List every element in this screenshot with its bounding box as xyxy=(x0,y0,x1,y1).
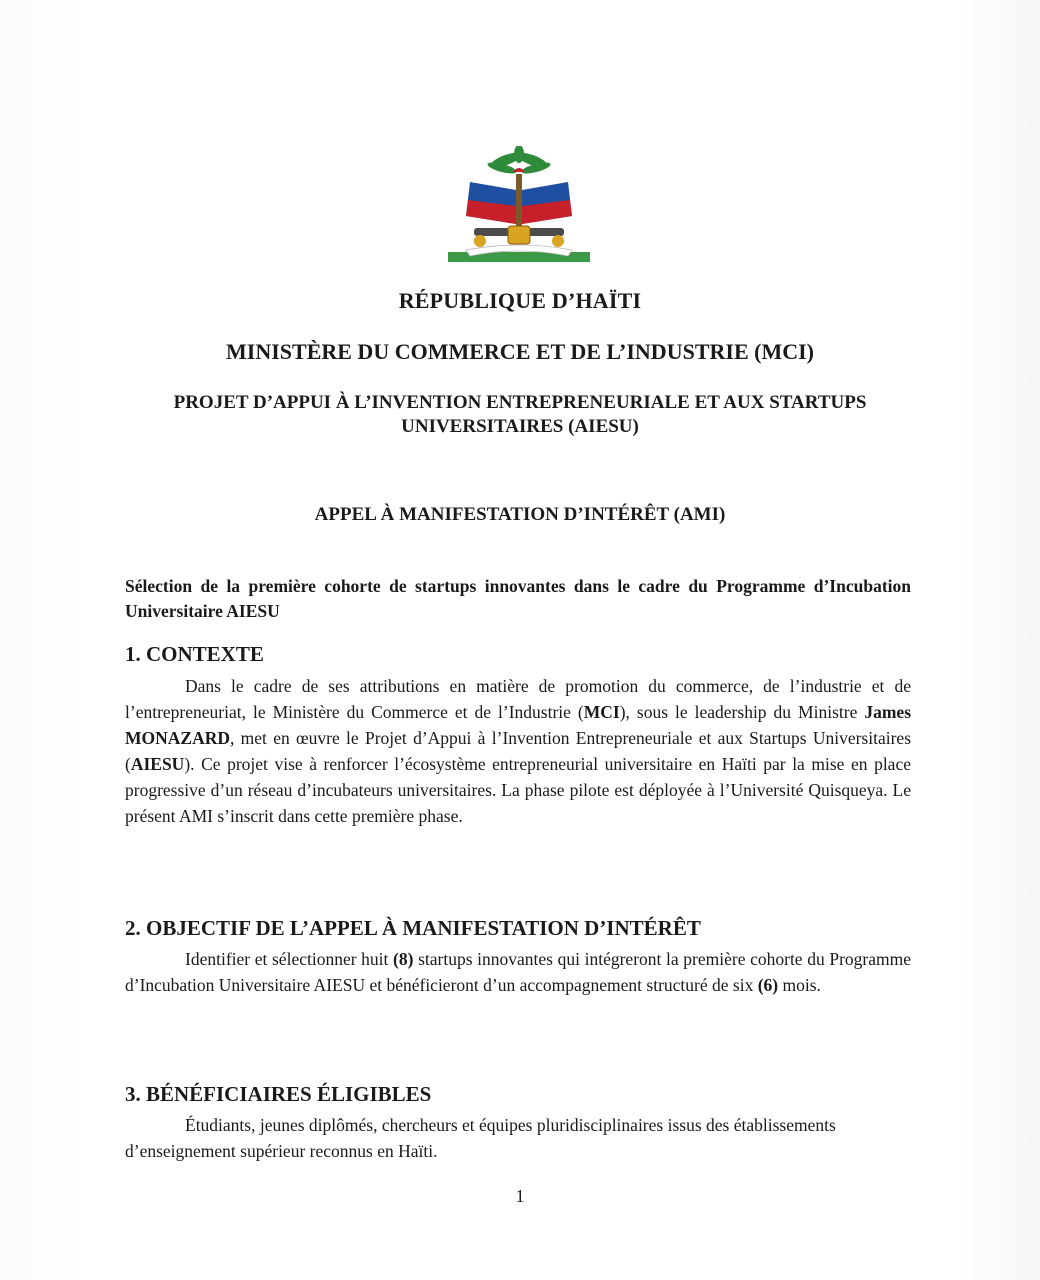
coat-of-arms-emblem xyxy=(446,146,592,264)
heading-project-line1: PROJET D’APPUI À L’INVENTION ENTREPRENEURIALE ET AUX STARTUPS xyxy=(173,392,867,413)
section-body-beneficiaries: Étudiants, jeunes diplômés, chercheurs et équipes pluridisciplinaires issus des établissements d’enseignement supérieur reconnus en Haïti. xyxy=(125,1115,836,1161)
heading-republic: RÉPUBLIQUE D’HAÏTI xyxy=(398,288,642,313)
heading-project xyxy=(130,391,910,439)
section-title-beneficiaries: 3. BÉNÉFICIAIRES ÉLIGIBLES xyxy=(125,1082,432,1106)
section-body-context: Dans le cadre de ses attributions en matière de promotion du commerce, de l’industrie et de l’entrepreneuriat, le Ministère du Commerce et de l’Industrie (MCI), sous le leadership du Ministre James MONAZARD, met en œuvre le Projet d’Appui à l’Invention Entrepreneuriale et aux Startups Universitaires (AIESU). Ce projet vise à renforcer l’écosystème entrepreneurial universitaire en Haïti par la mise en place progressive d’un réseau d’incubateurs universitaires. La phase pilote est déployée à l’Université Quisqueya. Le présent AMI s’inscrit dans cette première phase. xyxy=(125,676,911,826)
heading-ami-title: APPEL À MANIFESTATION D’INTÉRÊT (AMI) xyxy=(314,504,726,525)
heading-ministry: MINISTÈRE DU COMMERCE ET DE L’INDUSTRIE (MCI) xyxy=(226,339,814,364)
heading-project-line2: UNIVERSITAIRES (AIESU) xyxy=(401,416,639,437)
intro-paragraph: Sélection de la première cohorte de startups innovantes dans le cadre du Programme d’Incubation Universitaire AIESU xyxy=(125,576,911,621)
section-title-objective: 2. OBJECTIF DE L’APPEL À MANIFESTATION D’INTÉRÊT xyxy=(125,916,701,940)
section-title-context: 1. CONTEXTE xyxy=(125,642,264,666)
page-number: 1 xyxy=(515,1186,525,1206)
section-body-objective: Identifier et sélectionner huit (8) startups innovantes qui intégreront la première cohorte du Programme d’Incubation Universitaire AIESU et bénéficieront d’un accompagnement structuré de six (6) mois. xyxy=(125,949,911,995)
